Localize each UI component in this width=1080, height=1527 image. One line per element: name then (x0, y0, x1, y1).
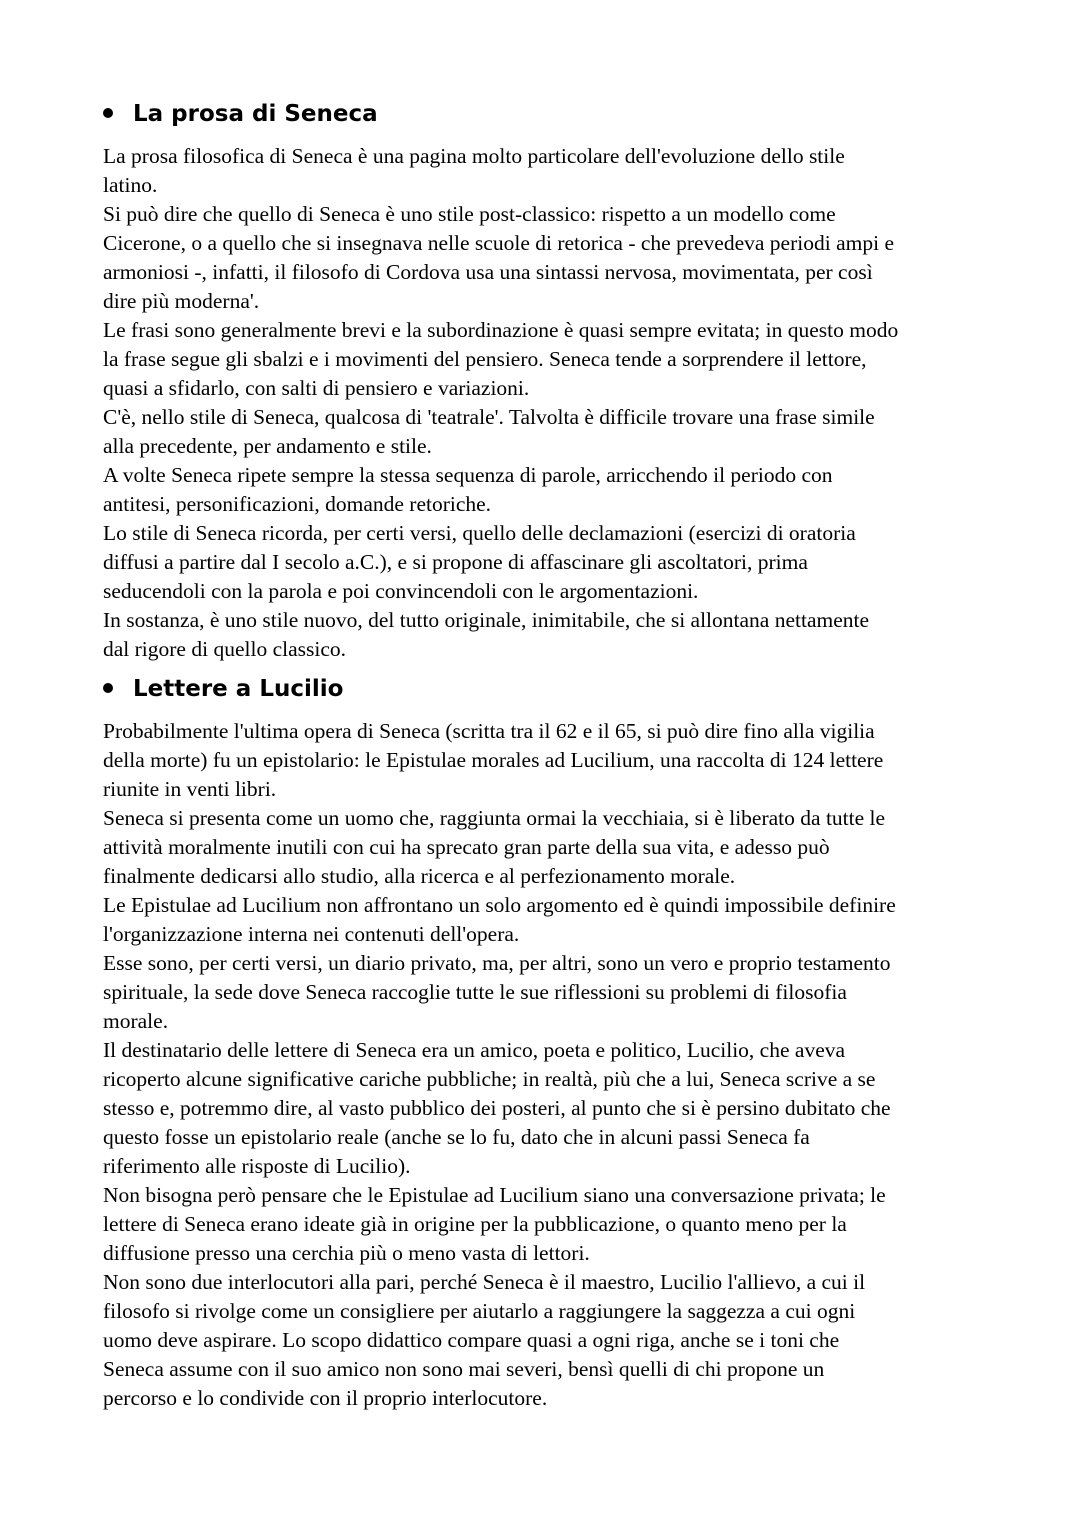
text-line: Esse sono, per certi versi, un diario privato, ma, per altri, sono un vero e proprio testamento (103, 951, 891, 975)
bullet-icon (103, 108, 113, 118)
text-line: A volte Seneca ripete sempre la stessa sequenza di parole, arricchendo il periodo con (103, 463, 833, 487)
text-line: dire più moderna'. (103, 289, 260, 313)
text-line: C'è, nello stile di Seneca, qualcosa di 'teatrale'. Talvolta è difficile trovare una frase simile (103, 405, 875, 429)
text-line: uomo deve aspirare. Lo scopo didattico compare quasi a ogni riga, anche se i toni che (103, 1328, 840, 1352)
text-line: diffusi a partire dal I secolo a.C.), e si propone di affascinare gli ascoltatori, prima (103, 550, 808, 574)
text-line: attività moralmente inutili con cui ha sprecato gran parte della sua vita, e adesso può (103, 835, 830, 859)
section-heading-lettere (103, 674, 343, 704)
text-line: la frase segue gli sbalzi e i movimenti del pensiero. Seneca tende a sorprendere il lettore, (103, 347, 867, 371)
text-line: Non bisogna però pensare che le Epistulae ad Lucilium siano una conversazione privata; le (103, 1183, 886, 1207)
text-line: finalmente dedicarsi allo studio, alla ricerca e al perfezionamento morale. (103, 864, 736, 888)
text-line: Seneca assume con il suo amico non sono mai severi, bensì quelli di chi propone un (103, 1357, 825, 1381)
heading-text: La prosa di Seneca (133, 101, 378, 127)
text-line: Le Epistulae ad Lucilium non affrontano un solo argomento ed è quindi impossibile definire (103, 893, 896, 917)
text-line: l'organizzazione interna nei contenuti dell'opera. (103, 922, 520, 946)
text-line: In sostanza, è uno stile nuovo, del tutto originale, inimitabile, che si allontana nettamente (103, 608, 870, 632)
text-line: dal rigore di quello classico. (103, 637, 346, 661)
heading-text: Lettere a Lucilio (133, 676, 344, 702)
text-line: Lo stile di Seneca ricorda, per certi versi, quello delle declamazioni (esercizi di oratoria (103, 521, 856, 545)
text-line: seducendoli con la parola e poi convincendoli con le argomentazioni. (103, 579, 699, 603)
text-line: alla precedente, per andamento e stile. (103, 434, 432, 458)
text-line: Le frasi sono generalmente brevi e la subordinazione è quasi sempre evitata; in questo modo (103, 318, 899, 342)
text-line: Seneca si presenta come un uomo che, raggiunta ormai la vecchiaia, si è liberato da tutte le (103, 806, 886, 830)
text-line: quasi a sfidarlo, con salti di pensiero e variazioni. (103, 376, 530, 400)
text-line: filosofo si rivolge come un consigliere per aiutarlo a raggiungere la saggezza a cui ogni (103, 1299, 856, 1323)
text-line: armoniosi -, infatti, il filosofo di Cordova usa una sintassi nervosa, movimentata, per così (103, 260, 873, 284)
text-line: spirituale, la sede dove Seneca raccoglie tutte le sue riflessioni su problemi di filosofia (103, 980, 847, 1004)
text-line: Il destinatario delle lettere di Seneca era un amico, poeta e politico, Lucilio, che aveva (103, 1038, 846, 1062)
text-line: riunite in venti libri. (103, 777, 277, 801)
text-line: La prosa filosofica di Seneca è una pagina molto particolare dell'evoluzione dello stile (103, 144, 845, 168)
text-line: morale. (103, 1009, 169, 1033)
text-line: ricoperto alcune significative cariche pubbliche; in realtà, più che a lui, Seneca scrive a se (103, 1067, 876, 1091)
section-heading-prosa (103, 99, 378, 129)
text-line: percorso e lo condivide con il proprio interlocutore. (103, 1386, 548, 1410)
text-line: stesso e, potremmo dire, al vasto pubblico dei posteri, al punto che si è persino dubitato che (103, 1096, 891, 1120)
text-line: lettere di Seneca erano ideate già in origine per la pubblicazione, o quanto meno per la (103, 1212, 847, 1236)
text-line: riferimento alle risposte di Lucilio). (103, 1154, 411, 1178)
text-line: della morte) fu un epistolario: le Epistulae morales ad Lucilium, una raccolta di 124 lettere (103, 748, 884, 772)
text-line: Si può dire che quello di Seneca è uno stile post-classico: rispetto a un modello come (103, 202, 836, 226)
text-line: Non sono due interlocutori alla pari, perché Seneca è il maestro, Lucilio l'allievo, a cui il (103, 1270, 866, 1294)
text-line: latino. (103, 173, 158, 197)
bullet-icon (103, 683, 113, 693)
text-line: diffusione presso una cerchia più o meno vasta di lettori. (103, 1241, 590, 1265)
text-line: Probabilmente l'ultima opera di Seneca (scritta tra il 62 e il 65, si può dire fino alla vigilia (103, 719, 875, 743)
text-line: questo fosse un epistolario reale (anche se lo fu, dato che in alcuni passi Seneca fa (103, 1125, 810, 1149)
text-line: Cicerone, o a quello che si insegnava nelle scuole di retorica - che prevedeva periodi ampi e (103, 231, 894, 255)
text-line: antitesi, personificazioni, domande retoriche. (103, 492, 492, 516)
